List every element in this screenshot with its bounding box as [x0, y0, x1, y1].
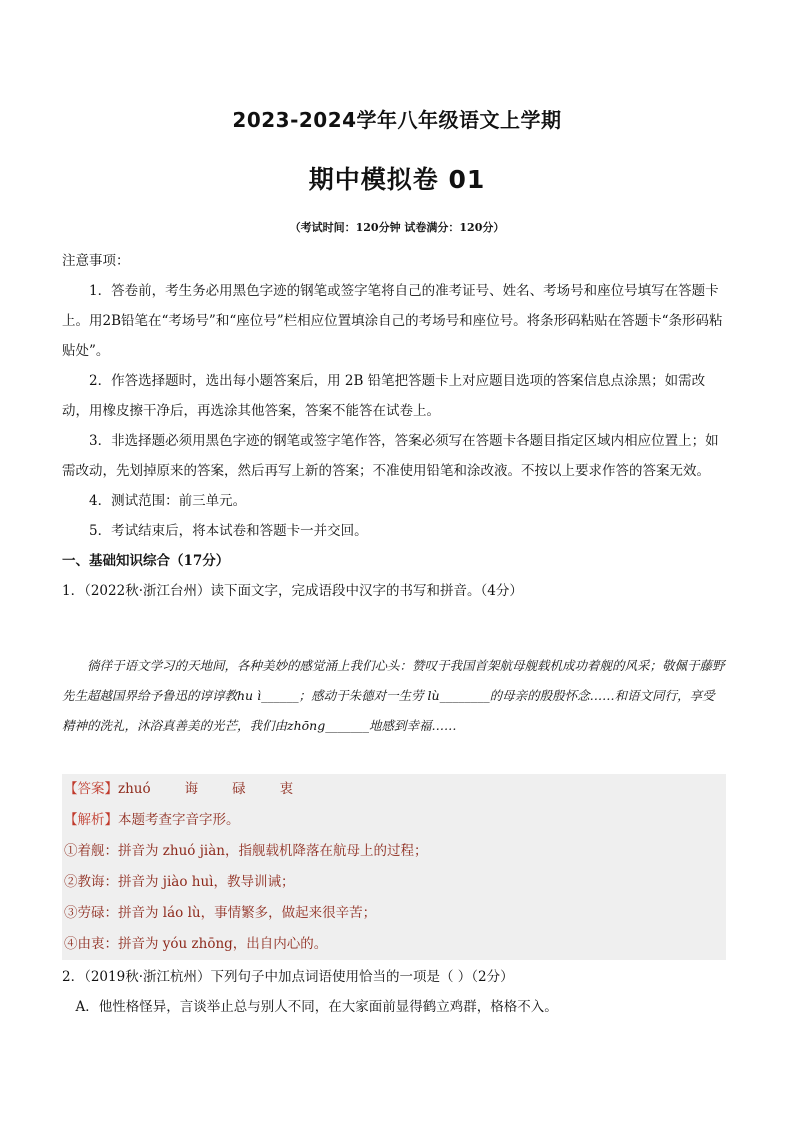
notes-section [62, 246, 726, 606]
note-item-3: 3．非选择题必须用黑色字迹的钢笔或签字笔作答，答案必须写在答题卡各题目指定区域内相应位置上；如需改动，先划掉原来的答案，然后再写上新的答案；不准使用铅笔和涂改液。不按以上要求作答的答案无效。 [62, 433, 719, 479]
question-1-stem: 1．（2022秋·浙江台州）读下面文字，完成语段中汉字的书写和拼音。（4分） [62, 583, 523, 599]
notes-heading: 注意事项： [62, 253, 130, 269]
note-item-2: 2．作答选择题时，选出每小题答案后，用 2B 铅笔把答题卡上对应题目选项的答案信息点涂黑；如需改动，用橡皮擦干净后，再选涂其他答案，答案不能答在试卷上。 [62, 373, 706, 419]
analysis-item-4: ④由衷：拼音为 yóu zhōng，出自内心的。 [64, 936, 328, 952]
section1-heading: 一、基础知识综合（17分） [62, 553, 230, 569]
answer-item-4: 衷 [279, 781, 294, 797]
note-item-1: 1．答卷前，考生务必用黑色字迹的钢笔或签字笔将自己的准考证号、姓名、考场号和座位号填写在答题卡上。用2B铅笔在“考场号”和“座位号”栏相应位置填涂自己的考场号和座位号。将条形码粘贴在答题卡“条形码粘贴处”。 [62, 283, 723, 359]
exam-title-line1: 2023-2024学年八年级语文上学期 [232, 108, 562, 132]
answer-line [62, 774, 726, 805]
note-item-4: 4．测试范围：前三单元。 [89, 493, 247, 509]
analysis-intro: 本题考查字音字形。 [118, 812, 240, 828]
answer-analysis-box [62, 774, 726, 960]
exam-title-line2: 期中模拟卷 01 [308, 165, 486, 194]
analysis-item-3: ③劳碌：拼音为 láo lù，事情繁多，做起来很辛苦； [64, 905, 377, 921]
answer-label: 【答案】 [64, 781, 118, 797]
note-item-5: 5．考试结束后，将本试卷和答题卡一并交回。 [89, 523, 368, 539]
answer-item-2: 诲 [184, 781, 199, 797]
question-1-passage: 徜徉于语文学习的天地间，各种美妙的感觉涌上我们心头：赞叹于我国首架航母舰载机成功着舰的风采；敬佩于藤野先生超越国界给予鲁迅的谆谆教hu ì______；感动于朱德对一生劳 lù________的母亲的殷殷怀念……和语文同行，享受精神的洗礼，沐浴真善美的光芒，我们由zhōng_______地感到幸福…… [62, 658, 725, 733]
analysis-item-2: ②教诲：拼音为 jiào huì，教导训诫； [64, 874, 295, 890]
exam-time-score: （考试时间：120分钟 试卷满分：120分） [289, 221, 505, 234]
question-2-option-a: A．他性格怪异，言谈举止总与别人不同，在大家面前显得鹤立鸡群，格格不入。 [75, 999, 558, 1015]
analysis-label: 【解析】 [64, 812, 118, 828]
answer-item-1: zhuó [118, 781, 151, 797]
analysis-item-1: ①着舰：拼音为 zhuó jiàn，指舰载机降落在航母上的过程； [64, 843, 428, 859]
question-2 [62, 962, 726, 1022]
answer-item-3: 碌 [232, 781, 246, 797]
question-2-stem: 2．（2019秋·浙江杭州）下列句子中加点词语使用恰当的一项是（ ）（2分） [62, 969, 514, 985]
analysis-line [62, 805, 726, 836]
